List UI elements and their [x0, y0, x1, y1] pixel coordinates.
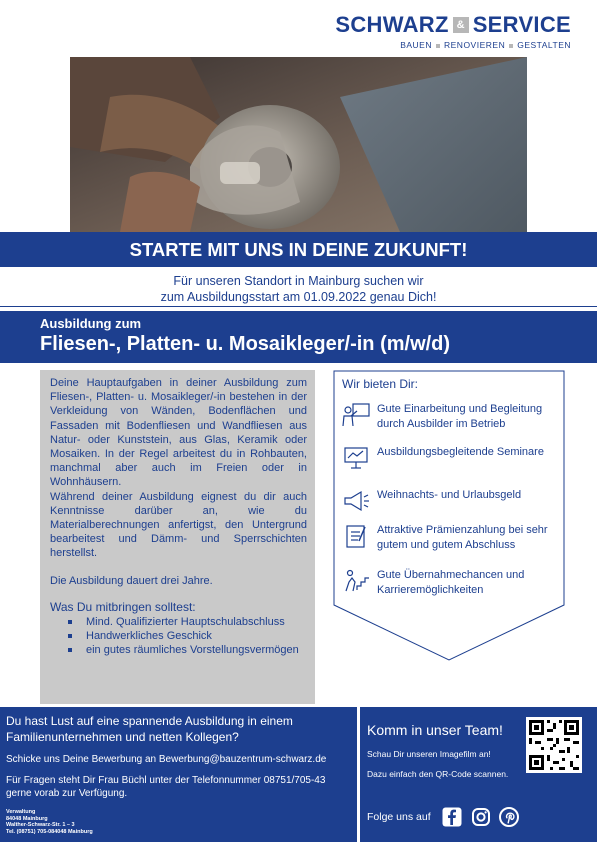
contact-text: Für Fragen steht Dir Frau Büchl unter der Telefonnummer 08751/705-43 gerne vorab zur Verfügung.	[6, 775, 326, 799]
tasks-paragraph-2: Während deiner Ausbildung eignest du dir auch Kenntnisse darüber an, wie du Materialberechnungen anfertigst, den Untergrund bearbeitest und Dämm- und Sperrschichten herstellst.	[50, 490, 307, 560]
benefit-item	[341, 568, 563, 598]
headline-banner: STARTE MIT UNS IN DEINE ZUKUNFT!	[0, 232, 597, 267]
footer-divider	[357, 707, 360, 842]
company-logo	[335, 12, 571, 50]
intro-text	[0, 273, 597, 305]
logo-separator	[509, 44, 513, 48]
logo-word-schwarz: SCHWARZ	[335, 12, 449, 37]
application-info	[6, 714, 346, 835]
job-title-bar	[0, 311, 597, 363]
imagefilm-text	[367, 749, 527, 780]
job-subtitle: Ausbildung zum	[40, 316, 142, 331]
footer-panel	[0, 707, 597, 842]
logo-tag-bauen: BAUEN	[400, 40, 432, 50]
benefits-heading: Wir bieten Dir:	[342, 377, 419, 391]
divider	[0, 306, 597, 307]
benefit-text: Gute Übernahmechancen und Karrieremöglichkeiten	[377, 569, 525, 596]
facebook-icon[interactable]	[442, 807, 462, 827]
address-street: Walther-Schwarz-Str. 1 – 3	[6, 822, 75, 828]
career-icon	[341, 568, 371, 594]
benefit-text: Weihnachts- und Urlaubsgeld	[377, 489, 522, 501]
hero-photo-tile-cutting	[70, 57, 527, 232]
team-heading: Komm in unser Team!	[367, 722, 503, 738]
benefit-item	[341, 402, 563, 432]
intro-line-1: Für unseren Standort in Mainburg suchen wir	[173, 274, 424, 288]
logo-separator	[436, 44, 440, 48]
requirements-list	[50, 615, 307, 658]
tasks-paragraph-1: Deine Hauptaufgaben in deiner Ausbildung zum Fliesen-, Platten- u. Mosaikleger/-in bestehen in der Verkleidung von Wänden, Bodenflächen und Fassaden mit Bodenfliesen und Wandfliesen aus Natur- oder Kunststein, aus Glas, Keramik oder Mosaiken. In der Regel arbeitest du in Rohbauten, manchmal aber auch im Freien oder in Wohnhäusern.	[50, 377, 307, 489]
imagefilm-line-1: Schau Dir unseren Imagefilm an!	[367, 749, 491, 759]
application-email-text[interactable]: Schicke uns Deine Bewerbung an Bewerbung@bauzentrum-schwarz.de	[6, 754, 327, 765]
list-item: Handwerkliches Geschick	[50, 629, 307, 643]
address-phone: Tel. (08751) 705-084048 Mainburg	[6, 828, 93, 835]
tasks-panel	[40, 370, 315, 704]
teacher-icon	[341, 402, 371, 428]
list-item: ein gutes räumliches Vorstellungsvermögen	[50, 643, 307, 657]
logo-wordmark	[335, 12, 571, 38]
logo-tag-renovieren: RENOVIEREN	[444, 40, 506, 50]
team-info	[367, 707, 592, 842]
job-title: Fliesen-, Platten- u. Mosaikleger/-in (m/w/d)	[40, 333, 451, 355]
pinterest-icon[interactable]	[499, 807, 519, 827]
training-duration: Die Ausbildung dauert drei Jahre.	[50, 574, 213, 587]
address-city: 84048 Mainburg	[6, 815, 48, 822]
qr-code[interactable]	[526, 717, 582, 773]
logo-tag-gestalten: GESTALTEN	[517, 40, 571, 50]
benefit-item	[341, 523, 563, 553]
benefit-text: Ausbildungsbegleitende Seminare	[377, 446, 544, 458]
benefit-text: Attraktive Prämienzahlung bei sehr gutem und gutem Abschluss	[377, 524, 548, 551]
instagram-icon[interactable]	[471, 807, 491, 827]
logo-tagline	[335, 40, 571, 50]
intro-line-2: zum Ausbildungsstart am 01.09.2022 genau Dich!	[160, 290, 437, 304]
benefit-item	[341, 488, 563, 514]
megaphone-icon	[341, 488, 371, 514]
logo-ampersand: &	[453, 17, 469, 33]
checklist-icon	[341, 523, 371, 549]
follow-us-label: Folge uns auf	[367, 811, 431, 823]
benefit-text: Gute Einarbeitung und Begleitung durch Ausbilder im Betrieb	[377, 403, 543, 430]
logo-word-service: SERVICE	[472, 12, 571, 37]
benefit-item	[341, 445, 563, 471]
requirements-heading: Was Du mitbringen solltest:	[50, 599, 196, 614]
imagefilm-line-2: Dazu einfach den QR-Code scannen.	[367, 769, 509, 779]
address-label: Verwaltung	[6, 809, 36, 815]
company-address	[6, 809, 346, 835]
seminar-icon	[341, 445, 371, 471]
benefits-panel	[333, 370, 565, 662]
footer-heading: Du hast Lust auf eine spannende Ausbildung in einem Familienunternehmen und netten Kollegen?	[6, 714, 293, 744]
list-item: Mind. Qualifizierter Hauptschulabschluss	[50, 615, 307, 629]
